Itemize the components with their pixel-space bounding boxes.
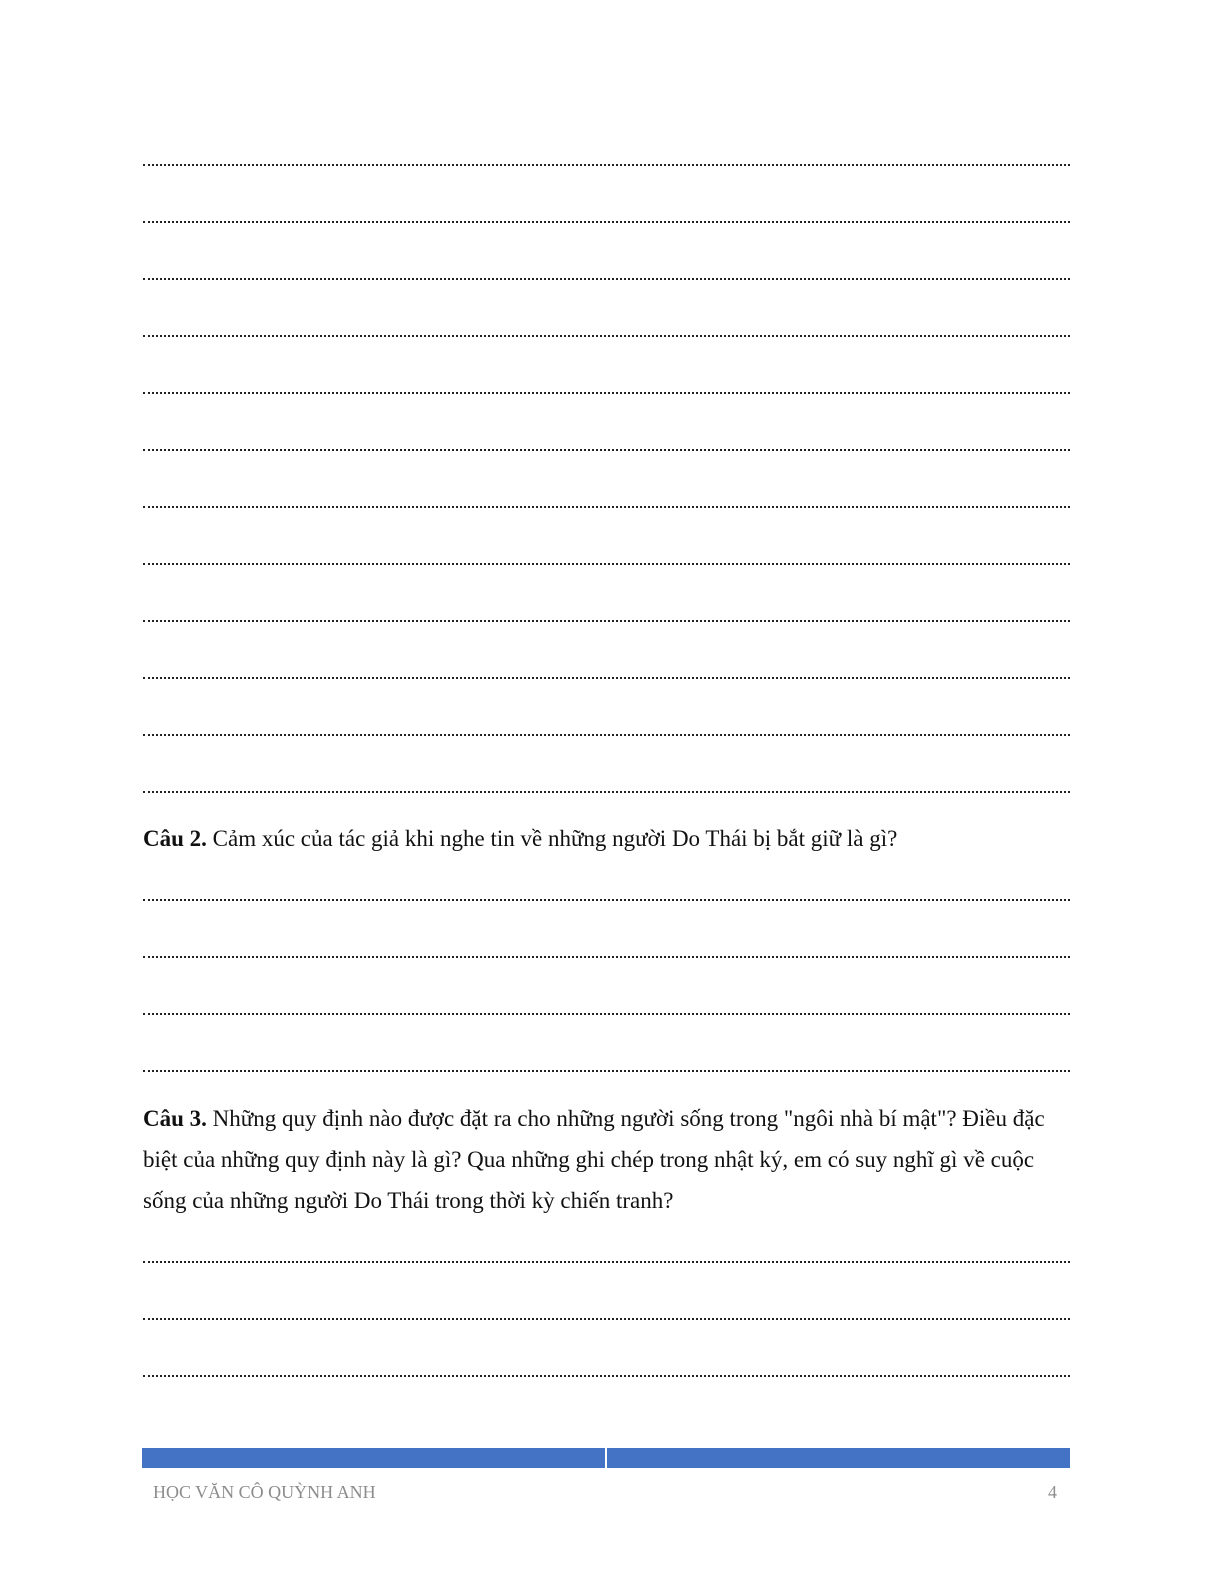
question-3-label: Câu 3. xyxy=(143,1106,207,1131)
question-2-text: Cảm xúc của tác giả khi nghe tin về những người Do Thái bị bắt giữ là gì? xyxy=(206,826,898,851)
answer-line xyxy=(143,207,1070,223)
answer-line xyxy=(143,321,1070,337)
page-number: 4 xyxy=(1048,1482,1057,1502)
answer-line xyxy=(143,1361,1070,1377)
answer-line xyxy=(143,885,1070,901)
answer-line xyxy=(143,1304,1070,1320)
question-3-text: Những quy định nào được đặt ra cho những người sống trong "ngôi nhà bí mật"? Điều đặc biệt của những quy định này là gì? Qua những ghi chép trong nhật ký, em có suy nghĩ gì về cuộc sống của những người Do Thái trong thời kỳ chiến tranh? xyxy=(143,1106,1045,1213)
answer-line xyxy=(143,777,1070,793)
footer-bar-left xyxy=(142,1448,605,1468)
answer-line xyxy=(143,1247,1070,1263)
question-2-label: Câu 2. xyxy=(143,826,207,851)
footer-bar-right xyxy=(607,1448,1070,1468)
answer-line xyxy=(143,549,1070,565)
answer-line xyxy=(143,378,1070,394)
answer-line xyxy=(143,999,1070,1015)
answer-line xyxy=(143,663,1070,679)
answer-line xyxy=(143,606,1070,622)
answer-line xyxy=(143,435,1070,451)
question-2 xyxy=(143,818,1073,859)
answer-line xyxy=(143,492,1070,508)
answer-line xyxy=(143,720,1070,736)
question-3 xyxy=(143,1098,1073,1221)
footer-title: HỌC VĂN CÔ QUỲNH ANH xyxy=(153,1482,376,1502)
answer-line xyxy=(143,1056,1070,1072)
answer-line xyxy=(143,264,1070,280)
answer-line xyxy=(143,942,1070,958)
answer-line xyxy=(143,150,1070,166)
